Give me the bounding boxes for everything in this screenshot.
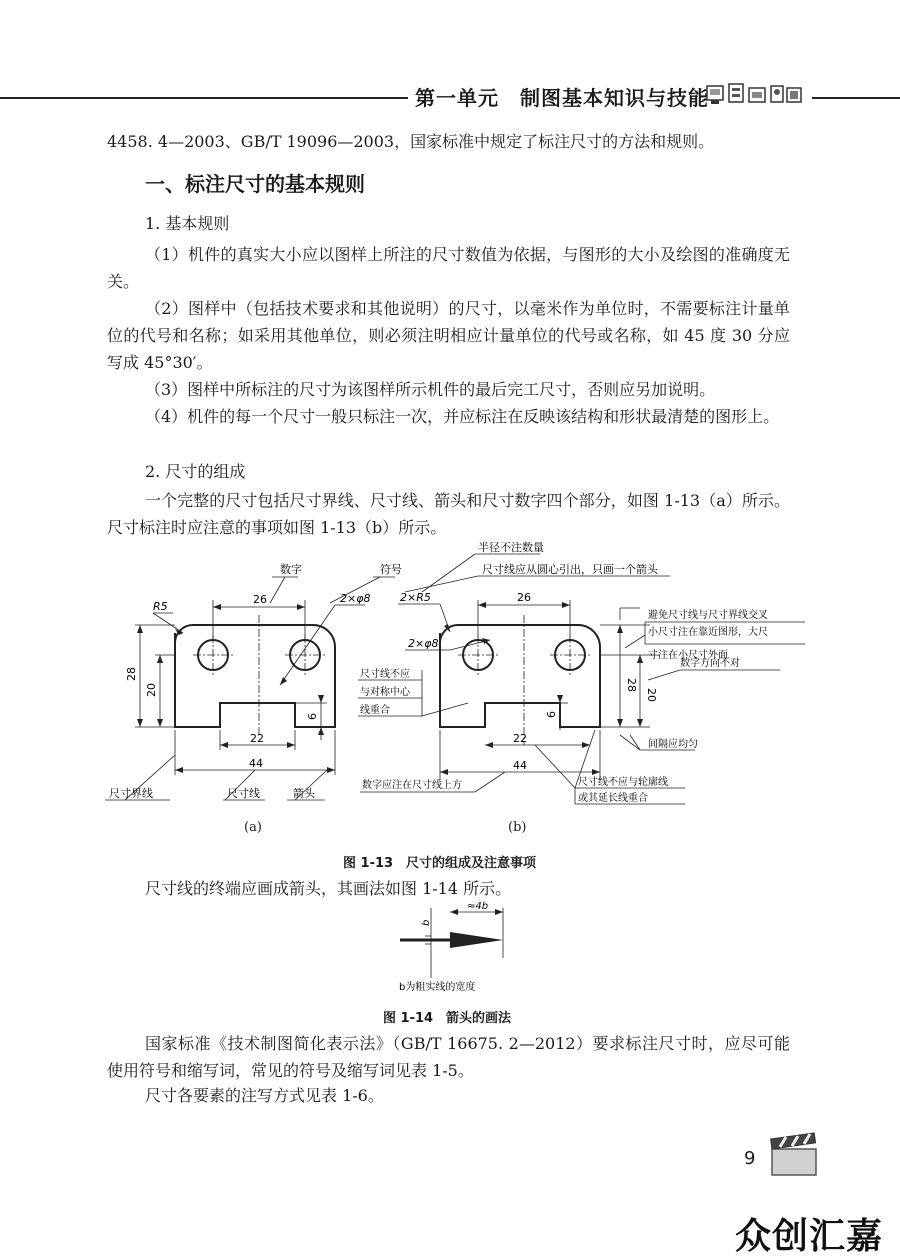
- fig13b-dim-2r5: 2×R5: [400, 591, 431, 604]
- fig13a-dim-2phi8: 2×φ8: [340, 592, 371, 605]
- arrow-intro-text: 尺寸线的终端应画成箭头，其画法如图 1-14 所示。: [145, 879, 512, 898]
- fig13b-dim-22: 22: [513, 732, 527, 745]
- fig13a-dim-44: 44: [249, 757, 263, 770]
- fig14-note: b为粗实线的宽度: [399, 982, 476, 993]
- fig13b-note-contour-2: 或其延长线重合: [578, 793, 648, 804]
- header-tools-icon: [705, 80, 805, 110]
- fig13b-note-gap: 间隔应均匀: [648, 739, 698, 750]
- fig13b-note-direction: 数字方向不对: [680, 658, 740, 669]
- fig13a-label-number: 数字: [280, 563, 302, 576]
- fig13b-dim-44: 44: [513, 759, 527, 772]
- fig13a-label-extension-line: 尺寸界线: [109, 787, 153, 800]
- fig13a-dim-22: 22: [250, 732, 264, 745]
- subsection-2-title: 2. 尺寸的组成: [145, 462, 246, 481]
- header-rule-left: [0, 97, 408, 99]
- fig13b-note-above: 数字应注在尺寸线上方: [362, 780, 462, 791]
- standard-paragraph: 国家标准《技术制图简化表示法》（GB/T 16675. 2—2012）要求标注尺寸时，应尽可能使用符号和缩写词，常见的符号及缩写词见表 1-5。: [107, 1034, 790, 1080]
- figure-13b-label: (b): [508, 820, 527, 835]
- fig13a-dim-20: 20: [145, 683, 158, 697]
- figure-14-drawing: [395, 898, 525, 996]
- last-paragraph: 尺寸各要素的注写方式见表 1-6。: [145, 1086, 384, 1105]
- rule-item-2: （2）图样中（包括技术要求和其他说明）的尺寸，以毫米作为单位时，不需要标注计量单位的代号和名称；如采用其他单位，则必须注明相应计量单位的代号或名称，如 45 度 30 分应写成 45°30′。: [107, 299, 790, 372]
- fig14-dim-b: b: [421, 919, 432, 926]
- fig13b-note-avoid-3: 寸注在小尺寸外面: [648, 650, 728, 661]
- rule-item-3: （3）图样中所标注的尺寸为该图样所示机件的最后完工尺寸，否则应另加说明。: [145, 380, 716, 399]
- fig13b-note-center: 尺寸线应从圆心引出，只画一个箭头: [482, 563, 658, 576]
- rule-item-1: （1）机件的真实大小应以图样上所注的尺寸数值为依据，与图形的大小及绘图的准确度无关。: [107, 245, 790, 291]
- fig13a-label-symbol: 符号: [380, 563, 402, 576]
- page-number: 9: [744, 1148, 756, 1169]
- fig13a-dim-6: 6: [306, 713, 319, 720]
- fig13b-dim-2phi8: 2×φ8: [408, 637, 439, 650]
- fig13a-label-arrow: 箭头: [293, 787, 315, 800]
- fig14-dim-4b: ≈4b: [467, 901, 489, 912]
- watermark: 众创汇嘉: [735, 1216, 884, 1257]
- fig13b-note-symmetry-3: 线重合: [360, 705, 390, 716]
- figure-14-caption: 图 1-14 箭头的画法: [383, 1011, 512, 1026]
- fig13a-label-dimension-line: 尺寸线: [227, 787, 260, 800]
- intro-line: 4458. 4—2003、GB/T 19096—2003，国家标准中规定了标注尺寸的方法和规则。: [107, 132, 715, 151]
- fig13b-note-symmetry-1: 尺寸线不应: [360, 669, 410, 680]
- fig13b-dim-6: 6: [545, 711, 558, 718]
- fig13b-note-avoid-2: 小尺寸注在靠近图形，大尺: [648, 627, 768, 638]
- fig13a-dim-r5: R5: [153, 600, 168, 613]
- fig13b-note-avoid-1: 避免尺寸线与尺寸界线交叉: [648, 610, 768, 621]
- fig13a-dim-28: 28: [125, 667, 138, 681]
- fig13b-note-contour-1: 尺寸线不应与轮廓线: [578, 777, 668, 788]
- subsection-1-title: 1. 基本规则: [145, 214, 230, 233]
- subsection-2-text: 一个完整的尺寸包括尺寸界线、尺寸线、箭头和尺寸数字四个部分，如图 1-13（a）所示。尺寸标注时应注意的事项如图 1-13（b）所示。: [107, 491, 790, 537]
- section-title: 一、标注尺寸的基本规则: [145, 172, 365, 196]
- fig13b-dim-26: 26: [517, 591, 531, 604]
- fig13b-dim-28: 28: [625, 678, 638, 692]
- fig13b-dim-20: 20: [645, 688, 658, 702]
- fig13b-note-radius: 半径不注数量: [478, 541, 544, 554]
- figure-13-caption: 图 1-13 尺寸的组成及注意事项: [343, 856, 537, 871]
- figure-13b-drawing: [350, 540, 900, 815]
- fig13a-dim-26: 26: [253, 593, 267, 606]
- header-rule-right: [812, 97, 900, 99]
- fig13b-note-symmetry-2: 与对称中心: [360, 687, 410, 698]
- rule-item-4: （4）机件的每一个尺寸一般只标注一次，并应标注在反映该结构和形状最清楚的图形上。: [145, 407, 780, 426]
- figure-13a-label: (a): [244, 820, 262, 835]
- header-title: 第一单元 制图基本知识与技能: [415, 86, 709, 110]
- clapperboard-icon: [768, 1133, 820, 1177]
